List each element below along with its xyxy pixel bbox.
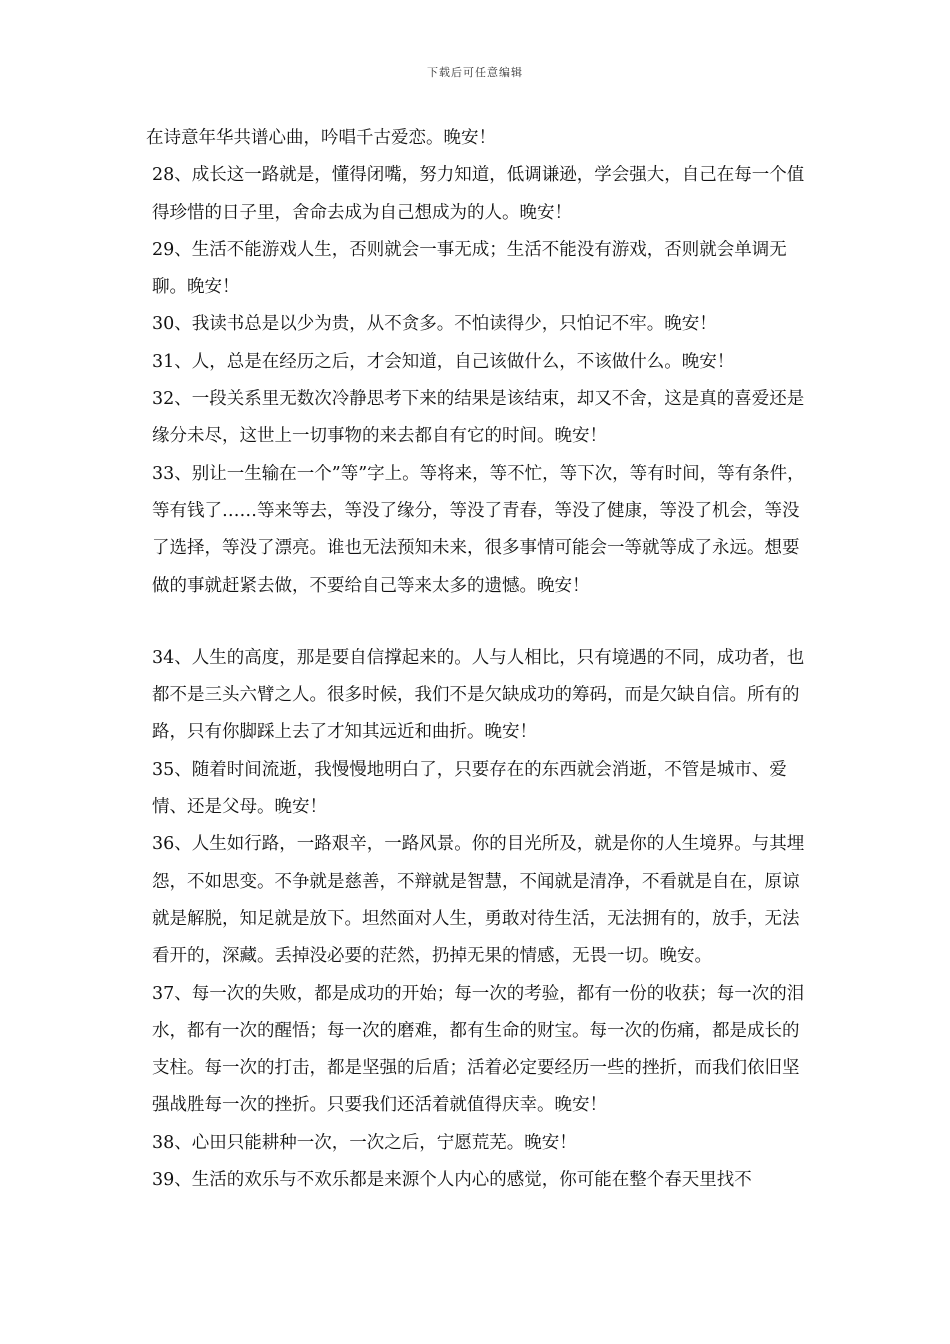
paragraph-38: 38、心田只能耕种一次，一次之后，宁愿荒芜。晚安！ [152,1132,577,1153]
paragraph-spacer [146,605,810,640]
paragraph-39: 39、生活的欢乐与不欢乐都是来源个人内心的感觉，你可能在整个春天里找不 [152,1170,752,1191]
paragraph-29: 29、生活不能游戏人生，否则就会一事无成；生活不能没有游戏，否则就会单调无聊。晚安！ [152,239,787,298]
paragraph-37: 37、每一次的失败，都是成功的开始；每一次的考验，都有一份的收获；每一次的泪水，都有一次的醒悟；每一次的磨难，都有生命的财宝。每一次的伤痛，都是成长的支柱。每一次的打击，都是坚强的后盾；活着必定要经历一些的挫折，而我们依旧坚强战胜每一次的挫折。只要我们还活着就值得庆幸。晚安！ [152,983,805,1116]
document-body [146,120,810,1199]
paragraph-31: 31、人，总是在经历之后，才会知道，自己该做什么，不该做什么。晚安！ [152,351,735,372]
paragraph-34: 34、人生的高度，那是要自信撑起来的。人与人相比，只有境遇的不同，成功者，也都不是三头六臂之人。很多时候，我们不是欠缺成功的筹码，而是欠缺自信。所有的路，只有你脚踩上去了才知其远近和曲折。晚安！ [152,647,805,743]
paragraph-30: 30、我读书总是以少为贵，从不贪多。不怕读得少，只怕记不牢。晚安！ [152,314,717,335]
paragraph-32: 32、一段关系里无数次冷静思考下来的结果是该结束，却又不舍，这是真的喜爱还是缘分未尽，这世上一切事物的来去都自有它的时间。晚安！ [152,389,805,447]
paragraph-28: 28、成长这一路就是，懂得闭嘴，努力知道，低调谦逊，学会强大，自己在每一个值得珍惜的日子里，舍命去成为自己想成为的人。晚安！ [152,165,805,223]
page-header: 下载后可任意编辑 [427,66,523,79]
paragraph-continuation: 在诗意年华共谱心曲，吟唱千古爱恋。晚安！ [146,128,496,148]
paragraph-35: 35、随着时间流逝，我慢慢地明白了，只要存在的东西就会消逝，不管是城市、爱情、还是父母。晚安！ [152,759,787,818]
paragraph-33: 33、别让一生输在一个”等”字上。等将来，等不忙，等下次，等有时间，等有条件，等有钱了……等来等去，等没了缘分，等没了青春，等没了健康，等没了机会，等没了选择，等没了漂亮。谁也无法预知未来，很多事情可能会一等就等成了永远。想要做的事就赶紧去做，不要给自己等来太多的遗憾。晚安！ [152,463,805,596]
paragraph-36: 36、人生如行路，一路艰辛，一路风景。你的目光所及，就是你的人生境界。与其埋怨，不如思变。不争就是慈善，不辩就是智慧，不闻就是清净，不看就是自在，原谅就是解脱，知足就是放下。坦然面对人生，勇敢对待生活，无法拥有的，放手，无法看开的，深藏。丢掉没必要的茫然，扔掉无果的情感，无畏一切。晚安。 [152,834,805,967]
